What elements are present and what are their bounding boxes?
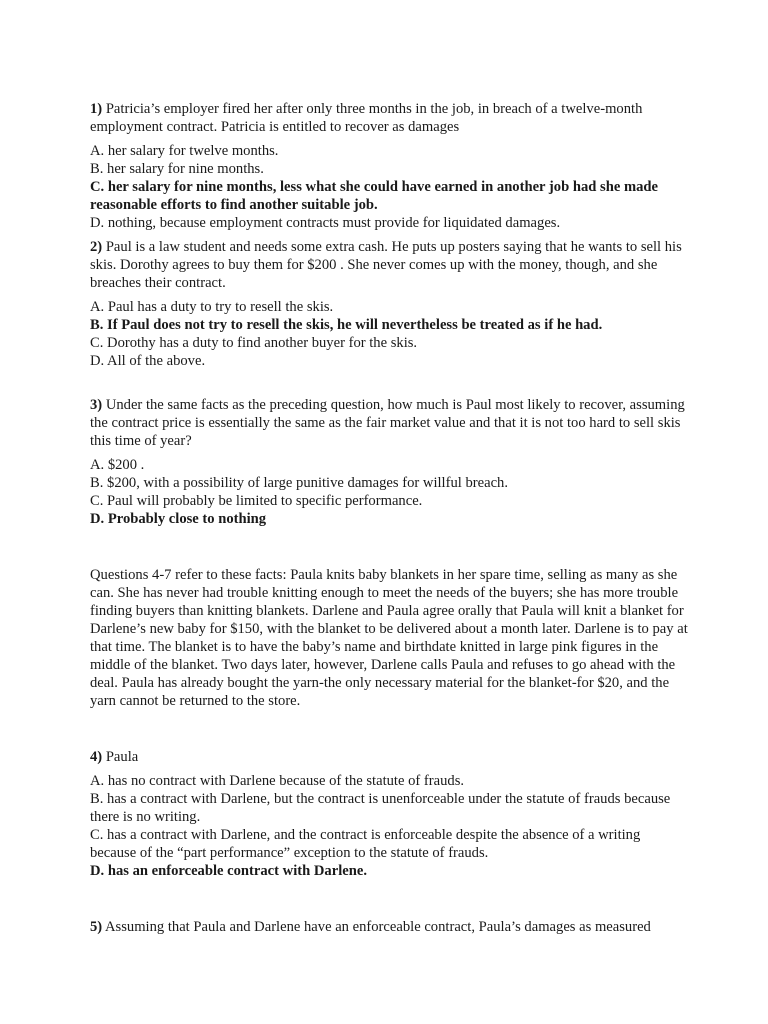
question-3 bbox=[90, 396, 690, 450]
option-a: A. her salary for twelve months. bbox=[90, 143, 279, 159]
option-a: A. $200 . bbox=[90, 457, 145, 473]
option-d: D. nothing, because employment contracts must provide for liquidated damages. bbox=[90, 215, 561, 231]
answer-options bbox=[90, 142, 690, 232]
question-number: 1) bbox=[90, 101, 103, 117]
question-number: 5) bbox=[90, 919, 103, 935]
question-5 bbox=[90, 918, 690, 936]
question-2 bbox=[90, 238, 690, 292]
question-text: Patricia’s employer fired her after only three months in the job, in breach of a twelve-month employment contract. Patricia is entitled to recover as damages bbox=[90, 101, 643, 135]
question-number: 3) bbox=[90, 397, 103, 413]
option-d-correct: D. has an enforceable contract with Darlene. bbox=[90, 863, 367, 879]
facts-paragraph: Questions 4-7 refer to these facts: Paula knits baby blankets in her spare time, selling as many as she can. She has never had trouble knitting enough to meet the needs of the buyers; she has more trouble finding buyers than knitting blankets. Darlene and Paula agree orally that Paula will knit a blanket for Darlene’s new baby for $150, with the blanket to be delivered about a month later. Darlene is to pay at that time. The blanket is to have the baby’s name and birthdate knitted in large pink figures in the middle of the blanket. Two days later, however, Darlene calls Paula and refuses to go ahead with the deal. Paula has already bought the yarn-the only necessary material for the blanket-for $20, and the yarn cannot be returned to the store. bbox=[90, 567, 688, 709]
option-b: B. has a contract with Darlene, but the contract is unenforceable under the statute of frauds because there is no writing. bbox=[90, 791, 671, 825]
question-text: Paula bbox=[102, 749, 139, 765]
document-page bbox=[90, 100, 690, 936]
question-number: 2) bbox=[90, 239, 103, 255]
question-text: Under the same facts as the preceding question, how much is Paul most likely to recover, assuming the contract price is essentially the same as the fair market value and that it is not too hard to sell skis this time of year? bbox=[90, 397, 685, 449]
question-1 bbox=[90, 100, 690, 136]
answer-options bbox=[90, 772, 690, 880]
option-c-correct: C. her salary for nine months, less what she could have earned in another job had she made reasonable efforts to find another suitable job. bbox=[90, 179, 658, 213]
question-4 bbox=[90, 748, 690, 766]
option-b-correct: B. If Paul does not try to resell the skis, he will nevertheless be treated as if he had. bbox=[90, 317, 603, 333]
option-d: D. All of the above. bbox=[90, 353, 206, 369]
answer-options bbox=[90, 298, 690, 370]
option-b: B. $200, with a possibility of large punitive damages for willful breach. bbox=[90, 475, 509, 491]
question-number: 4) bbox=[90, 749, 103, 765]
answer-options bbox=[90, 456, 690, 528]
option-d-correct: D. Probably close to nothing bbox=[90, 511, 267, 527]
question-text: Assuming that Paula and Darlene have an enforceable contract, Paula’s damages as measured bbox=[102, 919, 651, 935]
option-c: C. has a contract with Darlene, and the contract is enforceable despite the absence of a writing because of the “part performance” exception to the statute of frauds. bbox=[90, 827, 641, 861]
question-text: Paul is a law student and needs some extra cash. He puts up posters saying that he wants to sell his skis. Dorothy agrees to buy them for $200 . She never comes up with the money, though, and she breaches their contract. bbox=[90, 239, 682, 291]
option-a: A. Paul has a duty to try to resell the skis. bbox=[90, 299, 334, 315]
option-b: B. her salary for nine months. bbox=[90, 161, 264, 177]
option-a: A. has no contract with Darlene because of the statute of frauds. bbox=[90, 773, 465, 789]
option-c: C. Paul will probably be limited to specific performance. bbox=[90, 493, 423, 509]
option-c: C. Dorothy has a duty to find another buyer for the skis. bbox=[90, 335, 418, 351]
